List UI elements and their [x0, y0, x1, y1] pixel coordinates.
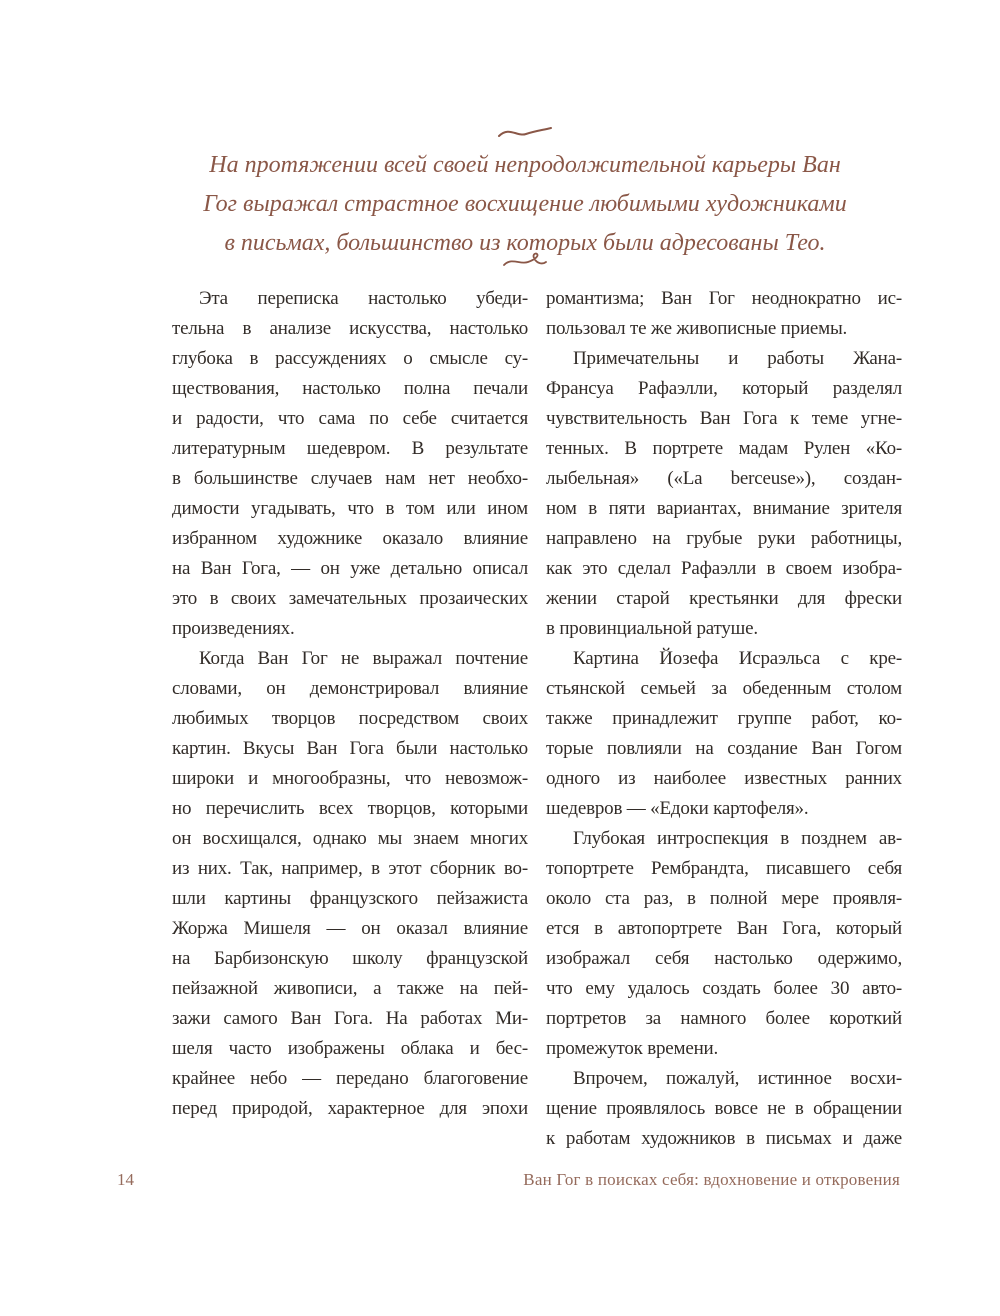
- page-number: 14: [117, 1170, 134, 1189]
- text-line: картин. Вкусы Ван Гога были настолько: [172, 738, 528, 759]
- text-line: романтизма; Ван Гог неоднократно ис-: [546, 288, 902, 309]
- text-line: как это сделал Рафаэлли в своем изобра-: [546, 558, 902, 579]
- text-line: стьянской семьей за обеденным столом: [546, 678, 902, 699]
- text-line: крайнее небо — передано благоговение: [172, 1068, 528, 1089]
- text-line: к работам художников в письмах и даже: [546, 1128, 902, 1149]
- text-line: торые повлияли на создание Ван Гогом: [546, 738, 902, 759]
- text-line: около ста раз, в полной мере проявля-: [546, 888, 902, 909]
- text-line: в большинстве случаев нам нет необхо-: [172, 468, 528, 489]
- footer: [117, 1170, 900, 1190]
- text-line: тенных. В портрете мадам Рулен «Ко-: [546, 438, 902, 459]
- text-line: зажи самого Ван Гога. На работах Ми-: [172, 1008, 528, 1029]
- text-line: что ему удалось создать более 30 авто-: [546, 978, 902, 999]
- text-line: направлено на грубые руки работницы,: [546, 528, 902, 549]
- text-line: ществования, настолько полна печали: [172, 378, 528, 399]
- text-line: произведениях.: [172, 618, 295, 639]
- text-line: и радости, что сама по себе считается: [172, 408, 528, 429]
- text-line: Картина Йозефа Исраэльса с кре-: [573, 648, 902, 669]
- text-line: на Барбизонскую школу французской: [172, 948, 528, 969]
- text-line: словами, он демонстрировал влияние: [172, 678, 528, 699]
- text-line: из них. Так, например, в этот сборник во-: [172, 858, 528, 879]
- text-line: в письмах, большинство из которых были адресованы Тео.: [224, 230, 826, 256]
- text-line: на Ван Гога, — он уже детально описал: [172, 558, 528, 579]
- text-line: Глубокая интроспекция в позднем ав-: [573, 828, 902, 849]
- text-line: перед природой, характерное для эпохи: [172, 1098, 528, 1119]
- text-line: изображал себя настолько одержимо,: [546, 948, 902, 969]
- text-line: шли картины французского пейзажиста: [172, 888, 528, 909]
- column-left: [172, 284, 528, 1154]
- swash-divider-icon: [150, 124, 900, 142]
- swash-flourish-divider-icon: [150, 251, 900, 273]
- text-line: это в своих замечательных прозаических: [172, 588, 528, 609]
- text-line: Гог выражал страстное восхищение любимыми художниками: [203, 191, 847, 217]
- text-line: пользовал те же живописные приемы.: [546, 318, 848, 339]
- text-line: жении старой крестьянки для фрески: [546, 588, 902, 609]
- text-line: глубока в рассуждениях о смысле су-: [172, 348, 528, 369]
- text-line: Эта переписка настолько убеди-: [199, 288, 528, 309]
- text-line: Примечательны и работы Жана-: [573, 348, 902, 369]
- text-line: Франсуа Рафаэлли, который разделял: [546, 378, 902, 399]
- text-line: избранном художнике оказало влияние: [172, 528, 528, 549]
- text-line: тельна в анализе искусства, настолько: [172, 318, 528, 339]
- text-line: портретов за намного более короткий: [546, 1008, 902, 1029]
- text-line: он восхищался, однако мы знаем многих: [172, 828, 528, 849]
- text-line: шедевров — «Едоки картофеля».: [546, 798, 809, 819]
- text-line: но перечислить всех творцов, которыми: [172, 798, 528, 819]
- text-line: щение проявлялось вовсе не в обращении: [546, 1098, 902, 1119]
- text-line: любимых творцов посредством своих: [172, 708, 528, 729]
- text-line: промежуток времени.: [546, 1038, 719, 1059]
- text-line: ется в автопортрете Ван Гога, который: [546, 918, 902, 939]
- text-line: также принадлежит группе работ, ко-: [546, 708, 902, 729]
- text-line: пейзажной живописи, а также на пей-: [172, 978, 528, 999]
- text-line: лыбельная» («La berceuse»), создан-: [546, 468, 902, 489]
- text-line: в провинциальной ратуше.: [546, 618, 758, 639]
- text-line: Впрочем, пожалуй, истинное восхи-: [573, 1068, 902, 1089]
- text-line: На протяжении всей своей непродолжительной карьеры Ван: [209, 152, 841, 178]
- epigraph: [150, 146, 900, 263]
- running-title: Ван Гог в поисках себя: вдохновение и откровения: [523, 1170, 900, 1189]
- text-line: шеля часто изображены облака и бес-: [172, 1038, 528, 1059]
- text-line: чувствительность Ван Гога к теме угне-: [546, 408, 902, 429]
- text-line: одного из наиболее известных ранних: [546, 768, 902, 789]
- text-line: литературным шедевром. В результате: [172, 438, 528, 459]
- text-line: Жоржа Мишеля — он оказал влияние: [172, 918, 528, 939]
- text-line: топортрете Рембрандта, писавшего себя: [546, 858, 902, 879]
- text-block: [172, 284, 902, 1154]
- text-line: ном в пяти вариантах, внимание зрителя: [546, 498, 902, 519]
- text-line: широки и многообразны, что невозмож-: [172, 768, 528, 789]
- column-right: [546, 284, 902, 1154]
- text-line: Когда Ван Гог не выражал почтение: [199, 648, 528, 669]
- text-line: димости угадывать, что в том или ином: [172, 498, 528, 519]
